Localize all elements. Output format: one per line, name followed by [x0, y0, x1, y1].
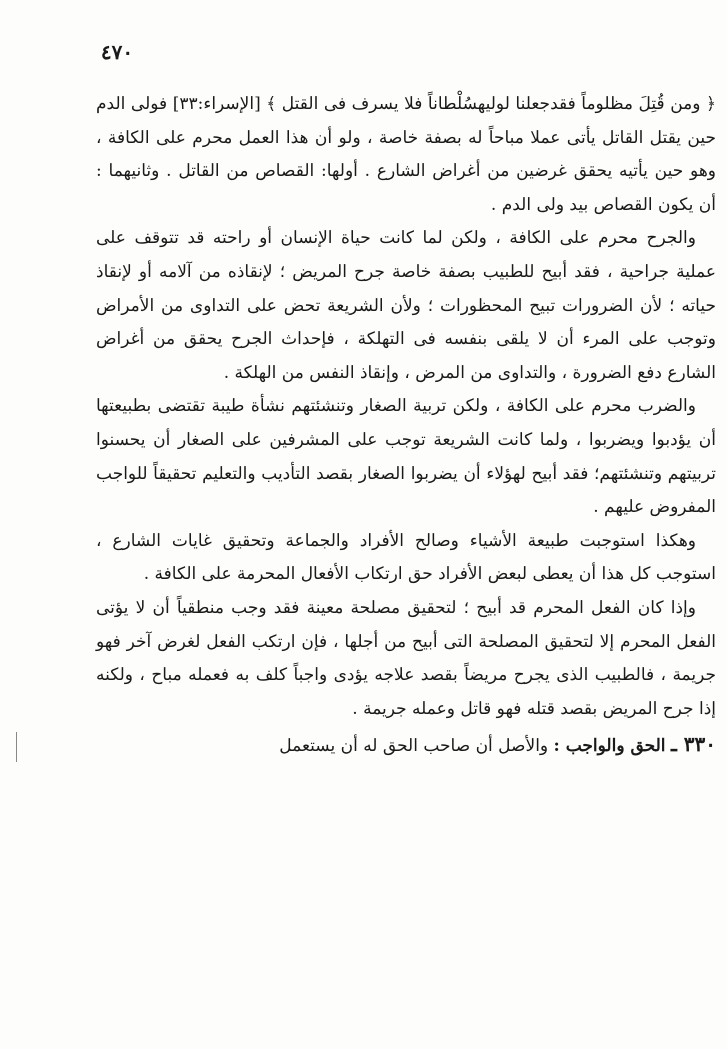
paragraph-quran-verse: ﴿ ومن قُتِلَ مظلوماً فقدجعلنا لوليهسُلْطاناً فلا يسرف فى القتل ﴾ [الإسراء:٣٣] فولى الدم حين يقتل القاتل يأتى عملا مباحاً له بصفة خاصة ، ولو أن هذا العمل محرم على الكافة ، وهو حين يأتيه يحقق غرضين من أغراض الشارع . أولها: القصاص من القاتل . وثانيهما : أن يكون القصاص بيد ولى الدم .	[96, 94, 716, 215]
section-number: ٣٣٠ ـ	[670, 732, 716, 757]
page-number: ٤٧٠	[100, 40, 134, 64]
section-title: الحق والواجب :	[553, 736, 666, 757]
section-text: والأصل أن صاحب الحق له أن يستعمل	[279, 736, 549, 757]
paragraph-permitted-act: وإذا كان الفعل المحرم قد أبيح ؛ لتحقيق مصلحة معينة فقد وجب منطقياً أن لا يؤتى الفعل المحرم إلا لتحقيق المصلحة التى أبيح من أجلها ، فإن ارتكب الفعل لغرض آخر فهو جريمة ، فالطبيب الذى يجرح مريضاً بقصد علاجه يؤدى واجباً كلف به فعمله مباح ، ولكنه إذا جرح المريض بقصد قتله فهو قاتل وعمله جريمة .	[96, 597, 717, 719]
paragraph-summary: وهكذا استوجبت طبيعة الأشياء وصالح الأفراد والجماعة وتحقيق غايات الشارع ، استوجب كل هذا أن يعطى لبعض الأفراد حق ارتكاب الأفعال المحرمة على الكافة .	[96, 530, 716, 585]
section-heading	[96, 728, 716, 764]
paragraph-wounding: والجرح محرم على الكافة ، ولكن لما كانت حياة الإنسان أو راحته قد تتوقف على عملية جراحية ، فقد أبيح للطبيب بصفة خاصة جرح المريض ؛ لإنقاذه من آلامه أو لإنقاذ حياته ؛ لأن الضرورات تبيح المحظورات ؛ ولأن الشريعة تحض على التداوى من الأمراض وتوجب على المرء أن لا يلقى بنفسه فى التهلكة ، فإحداث الجرح يحقق من أغراض الشارع دفع الضرورة ، والتداوى من المرض ، وإنقاذ النفس من الهلكة .	[96, 228, 716, 383]
body-text	[96, 88, 716, 764]
paragraph-beating: والضرب محرم على الكافة ، ولكن تربية الصغار وتنشئتهم نشأة طيبة تقتضى بطبيعتها أن يؤدبوا ويضربوا ، ولما كانت الشريعة توجب على المشرفين على الصغار أن يحسنوا تربيتهم وتنشئتهم؛ فقد أبيح لهؤلاء أن يضربوا الصغار بقصد التأديب والتعليم تحقيقاً للواجب المفروض عليهم .	[96, 396, 716, 518]
margin-line-mark	[16, 732, 17, 762]
